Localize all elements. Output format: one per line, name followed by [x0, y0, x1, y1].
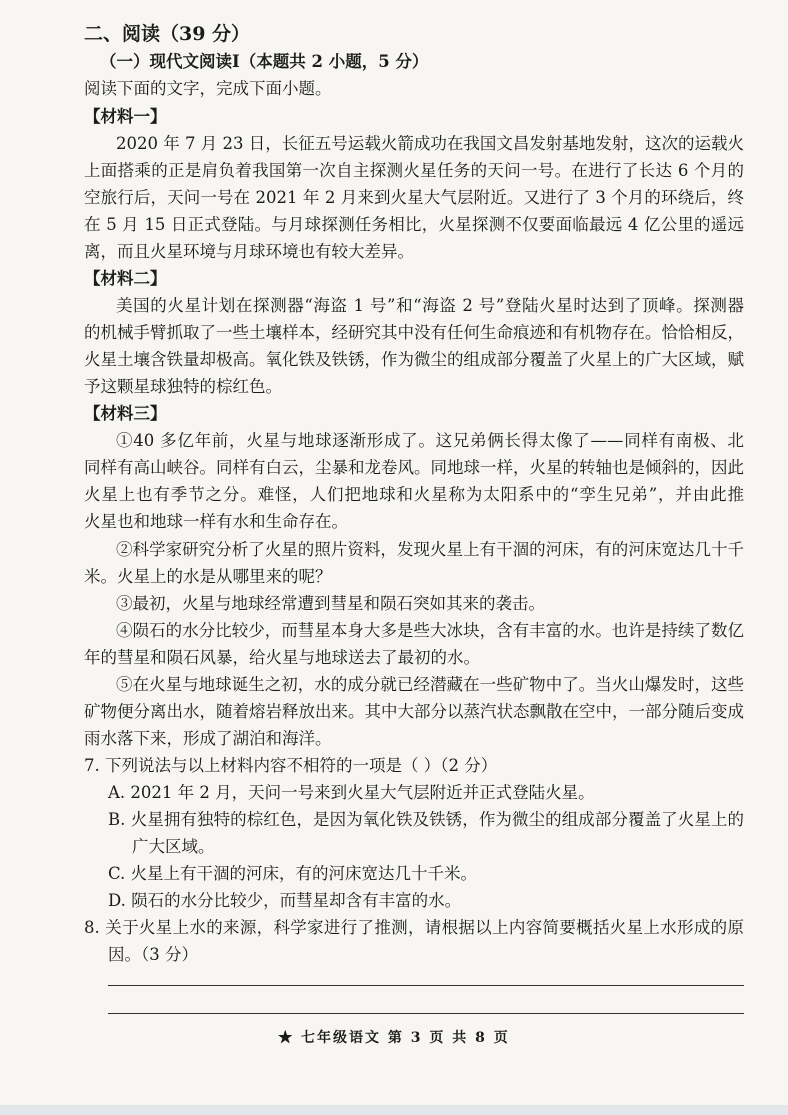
- material2-line: 火星土壤含铁量却极高。氧化铁及铁锈，作为微尘的组成部分覆盖了火星上的广大区域，赋: [84, 350, 744, 369]
- material2-line: 予这颗星球独特的棕红色。: [84, 377, 282, 396]
- material1-line: 上面搭乘的正是肩负着我国第一次自主探测火星任务的天问一号。在进行了长达 6 个月的: [84, 161, 744, 180]
- page-footer: ★ 七年级语文 第 3 页 共 8 页: [278, 1030, 510, 1046]
- instruction: 阅读下面的文字，完成下面小题。: [84, 79, 332, 98]
- material1-line: 在 5 月 15 日正式登陆。与月球探测任务相比，火星探测不仅要面临最远 4 亿公里的遥远: [84, 215, 744, 234]
- material2-heading: 【材料二】: [84, 269, 167, 288]
- material3-line: ①40 多亿年前，火星与地球逐渐形成了。这兄弟俩长得太像了——同样有南极、北: [116, 431, 744, 450]
- material3-line: 米。火星上的水是从哪里来的呢？: [84, 567, 332, 586]
- material3-line: ⑤在火星与地球诞生之初，水的成分就已经潜藏在一些矿物中了。当火山爆发时，这些: [116, 675, 744, 694]
- material3-line: 雨水落下来，形成了湖泊和海洋。: [84, 729, 332, 748]
- material3-line: 同样有高山峡谷。同样有白云，尘暴和龙卷风。同地球一样，火星的转轴也是倾斜的，因此: [84, 458, 744, 477]
- question-7-option-a: A. 2021 年 2 月，天问一号来到火星大气层附近并正式登陆火星。: [108, 783, 595, 802]
- scan-edge: [0, 1105, 788, 1115]
- material3-line: 火星上也有季节之分。难怪，人们把地球和火星称为太阳系中的“孪生兄弟”，并由此推: [84, 485, 744, 504]
- material3-heading: 【材料三】: [84, 404, 167, 423]
- material3-line: 火星也和地球一样有水和生命存在。: [84, 512, 348, 531]
- question-7-option-b: B. 火星拥有独特的棕红色，是因为氧化铁及铁锈，作为微尘的组成部分覆盖了火星上的: [108, 810, 744, 829]
- material3-line: ④陨石的水分比较少，而彗星本身大多是些大冰块，含有丰富的水。也许是持续了数亿: [116, 621, 744, 640]
- question-7-option-b-cont: 广大区域。: [132, 837, 215, 856]
- material1-line: 离，而且火星环境与月球环境也有较大差异。: [84, 242, 414, 261]
- question-7-stem: 7. 下列说法与以上材料内容不相符的一项是（ ）（2 分）: [84, 756, 498, 775]
- material3-line: 矿物便分离出水，随着熔岩释放出来。其中大部分以蒸汽状态飘散在空中，一部分随后变成: [84, 702, 744, 721]
- material3-line: ②科学家研究分析了火星的照片资料，发现火星上有干涸的河床，有的河床宽达几十千: [116, 540, 744, 559]
- subsection-title: （一）现代文阅读Ⅰ（本题共 2 小题，5 分）: [100, 52, 429, 71]
- material1-heading: 【材料一】: [84, 107, 167, 126]
- material2-line: 美国的火星计划在探测器“海盗 1 号”和“海盗 2 号”登陆火星时达到了顶峰。探测器: [116, 296, 744, 315]
- question-7-option-d: D. 陨石的水分比较少，而彗星却含有丰富的水。: [108, 891, 462, 910]
- material3-line: 年的彗星和陨石风暴，给火星与地球送去了最初的水。: [84, 648, 480, 667]
- question-8-stem-cont: 因。（3 分）: [108, 945, 198, 964]
- material2-line: 的机械手臂抓取了一些土壤样本，经研究其中没有任何生命痕迹和有机物存在。恰恰相反，: [84, 323, 744, 342]
- answer-line[interactable]: [108, 985, 744, 986]
- material3-line: ③最初，火星与地球经常遭到彗星和陨石突如其来的袭击。: [116, 594, 545, 613]
- question-8-stem: 8. 关于火星上水的来源，科学家进行了推测，请根据以上内容简要概括火星上水形成的原: [84, 918, 744, 937]
- material1-line: 2020 年 7 月 23 日，长征五号运载火箭成功在我国文昌发射基地发射，这次的运载火: [116, 134, 744, 153]
- answer-line[interactable]: [108, 1013, 744, 1014]
- question-7-option-c: C. 火星上有干涸的河床，有的河床宽达几十千米。: [108, 864, 478, 883]
- material1-line: 空旅行后，天问一号在 2021 年 2 月来到火星大气层附近。又进行了 3 个月的环绕后，终: [84, 188, 744, 207]
- section-title: 二、阅读（39 分）: [84, 23, 251, 45]
